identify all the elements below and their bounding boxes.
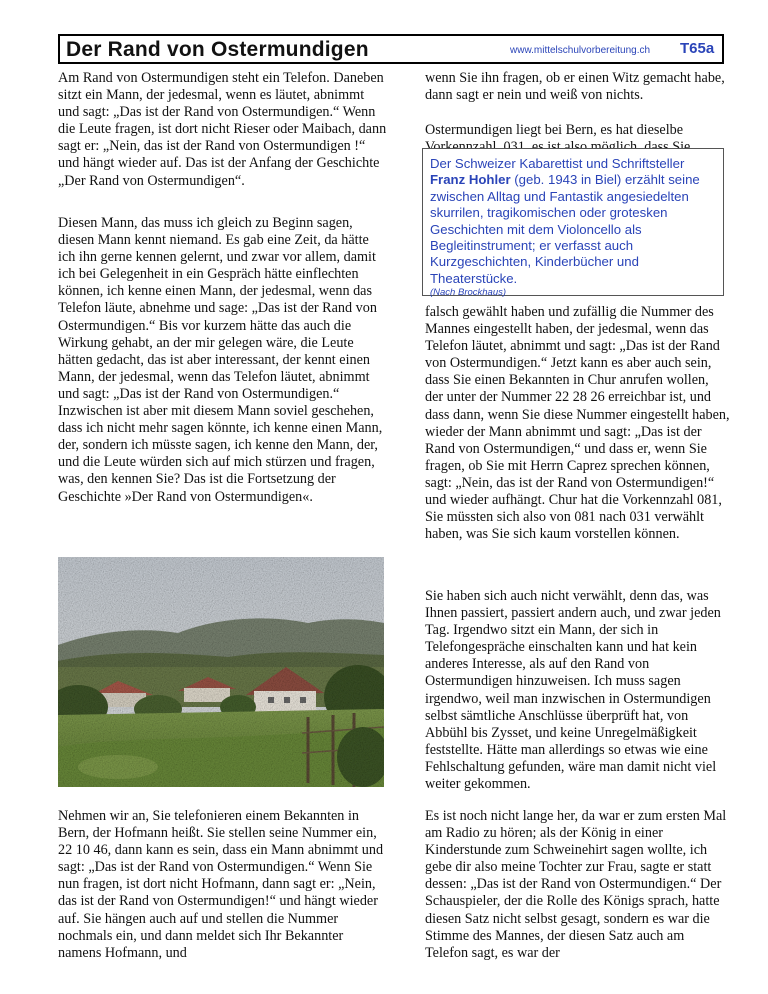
author-info-box	[422, 148, 724, 299]
right-paragraph-2: Ostermundigen liegt bei Bern, es hat dieselbe	[425, 122, 684, 138]
landscape-photo	[58, 557, 384, 787]
info-text-before: Der Schweizer Kabarettist und Schriftsteller	[430, 156, 685, 171]
right-paragraph-1: wenn Sie ihn fragen, ob er einen Witz gemacht habe, dann sagt er nein und weiß von nichts.	[425, 70, 725, 104]
right-paragraph-5: Es ist noch nicht lange her, da war er zum ersten Mal am Radio zu hören; als der König in einer Kinderstunde zum Schweinehirt sagen wollte, ich gebe dir also meine Tochter zur Frau, sagte er statt dessen: „Das ist der Rand von Ostermundigen.“ Der Schauspieler, der die Rolle des Königs sprach, hatte diesen Satz nicht selbst gesagt, sondern es war die Stimme des Mannes, der diesen Satz auch am Telefon sagt, es war der	[425, 808, 727, 961]
info-text-after: (geb. 1943 in Biel) erzählt seine zwischen Alltag und Fantastik angesiedelten skurrilen, tragikomischen oder grotesken Geschichten mit dem Violoncello als Begleitinstrument; er verfasst auch Kurzgeschichten, Kinderbücher und Theaterstücke.	[430, 172, 700, 286]
left-paragraph-1: Am Rand von Ostermundigen steht ein Telefon. Daneben sitzt ein Mann, der jedesmal, wenn es läutet, abnimmt und sagt: „Das ist der Rand von Ostermundigen.“ Wenn die Leute fragen, ist dort nicht Rieser oder Maibach, dann sagt er: „Nein, das ist der Rand von Ostermundigen !“ und hängt wieder auf. Das ist der Anfang der Geschichte „Der Rand von Ostermundigen“.	[58, 70, 387, 189]
author-name: Franz Hohler	[430, 172, 511, 188]
left-paragraph-2: Diesen Mann, das muss ich gleich zu Beginn sagen, diesen Mann kennt niemand. Es gab eine Zeit, da hätte ich ihn gerne kennen gelernt, und zwar vor allem, damit ich bei Gelegenheit in ein Gespräch hätte einflechten können, ich kenne einen Mann, der jedesmal, wenn das Telefon läute, abnehme und sage: „Das ist der Rand von Ostermundigen.“ Bis vor kurzem hätte das auch die Wirkung gehabt, an der mir gelegen wäre, die Leute hätten gedacht, das ist aber interessant, der kennt einen Mann, der jedesmal, wenn das Telefon läutet, abnimmt und sagt: „Das ist der Rand von Ostermundigen.“ Inzwischen ist aber mit diesem Mann soviel geschehen, dass ich nicht mehr sagen könnte, ich kenne einen Mann, der, sondern ich müsste sagen, ich kenne den Mann, der, und die Leute würden sich auf mich stürzen und fragen, was, den kennen Sie? Das ist die Fortsetzung der Geschichte »Der Rand von Ostermundigen«.	[58, 215, 383, 505]
right-paragraph-4: Sie haben sich auch nicht verwählt, denn das, was Ihnen passiert, passiert andern auch, und zwar jeden Tag. Irgendwo sitzt ein Mann, der sich in Telefongespräche einschalten kann und hat kein anderes Interesse, als auf den Rand von Ostermundigen hinzuweisen. Ich muss sagen irgendwo, weil man inzwischen in Ostermundigen selbst sämtliche Anschlüsse überprüft hat, von Abbühl bis Zysset, und keine Unregelmäßigkeit feststellte. Hätte man allerdings so etwas wie eine Fehlschaltung gefunden, wäre man damit nicht viel weiter gekommen.	[425, 588, 721, 793]
left-paragraph-3: Nehmen wir an, Sie telefonieren einem Bekannten in Bern, der Hofmann heißt. Sie stellen seine Nummer ein, 22 10 46, dann kann es sein, dass ein Mann abnimmt und sagt: „Das ist der Rand von Ostermundigen.“ Wenn Sie nun fragen, ist dort nicht Hofmann, dann sagt er: „Nein, das ist der Rand von Ostermundigen!“ und hängt wieder auf. Sie hängen auch auf und stellen die Nummer nochmals ein, und dann meldet sich Ihr Bekannter namens Hofmann, und	[58, 808, 384, 961]
website-url: www.mittelschulvorbereitung.ch	[510, 45, 651, 56]
right-paragraph-3: falsch gewählt haben und zufällig die Nummer des Mannes eingestellt haben, der jedesmal, wenn das Telefon läutet, abnimmt und sagt: „Das ist der Rand von Ostermundigen.“ Jetzt kann es aber auch sein, dass Sie einen Bekannten in Chur anrufen wollen, der unter der Nummer 22 28 26 erreichbar ist, und dass dann, wenn Sie diese Nummer eingestellt haben, wieder der Mann abnimmt und sagt: „Das ist der Rand von Ostermundigen,“ und dass er, wenn Sie fragen, ob Sie mit Herrn Caprez sprechen können, sagt: „Nein, das ist der Rand von Ostermundigen!“ und wieder aufhängt. Chur hat die Vorkennzahl 081, Sie müssten sich also von 081 nach 031 verwählt haben, was Sie sich kaum vorstellen können.	[425, 304, 730, 543]
page-header	[58, 34, 724, 64]
info-source: (Nach Brockhaus)	[430, 287, 507, 299]
page-title: Der Rand von Ostermundigen	[66, 38, 369, 61]
document-code: T65a	[680, 40, 715, 57]
